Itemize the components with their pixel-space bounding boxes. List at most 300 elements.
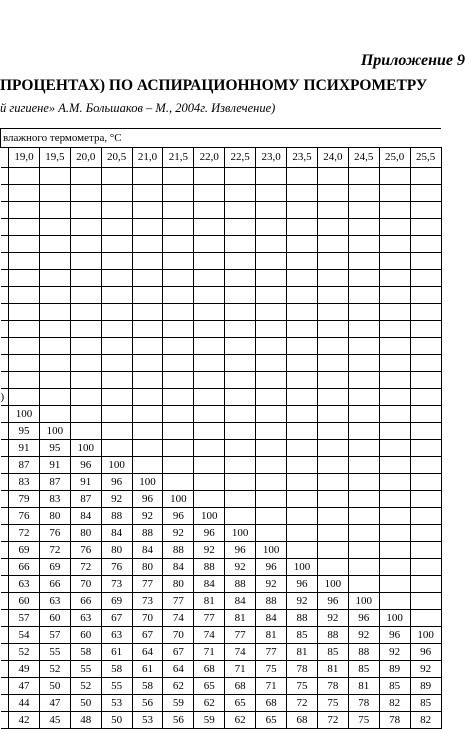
- humidity-cell: [132, 168, 163, 185]
- humidity-cell: 70: [132, 610, 163, 627]
- humidity-cell: [132, 423, 163, 440]
- humidity-cell: [70, 219, 101, 236]
- humidity-cell: 76: [70, 542, 101, 559]
- humidity-cell: [348, 185, 379, 202]
- humidity-cell: [379, 236, 410, 253]
- humidity-cell: [225, 219, 256, 236]
- humidity-cell: [317, 372, 348, 389]
- row-lead-cell: [1, 185, 9, 202]
- humidity-cell: [163, 168, 194, 185]
- humidity-cell: [132, 321, 163, 338]
- humidity-cell: 59: [194, 712, 225, 729]
- humidity-cell: [379, 423, 410, 440]
- humidity-cell: [256, 304, 287, 321]
- humidity-cell: [163, 270, 194, 287]
- humidity-cell: [256, 355, 287, 372]
- humidity-cell: 47: [39, 695, 70, 712]
- humidity-cell: [317, 287, 348, 304]
- table-row: [1, 457, 442, 474]
- humidity-cell: 74: [194, 627, 225, 644]
- humidity-cell: [39, 355, 70, 372]
- row-lead-cell: [1, 508, 9, 525]
- table-row: [1, 236, 442, 253]
- humidity-cell: [70, 236, 101, 253]
- humidity-cell: [70, 168, 101, 185]
- humidity-cell: [39, 372, 70, 389]
- table-row: [1, 423, 442, 440]
- humidity-cell: [9, 202, 40, 219]
- humidity-cell: [101, 355, 132, 372]
- humidity-cell: 55: [101, 678, 132, 695]
- humidity-cell: [379, 338, 410, 355]
- humidity-cell: 61: [101, 644, 132, 661]
- row-lead-cell: [1, 270, 9, 287]
- humidity-cell: [132, 185, 163, 202]
- humidity-cell: [410, 559, 441, 576]
- humidity-cell: 75: [256, 661, 287, 678]
- humidity-cell: [348, 508, 379, 525]
- humidity-cell: [70, 321, 101, 338]
- row-lead-cell: [1, 627, 9, 644]
- humidity-cell: [379, 321, 410, 338]
- humidity-cell: [287, 338, 318, 355]
- humidity-cell: 78: [287, 661, 318, 678]
- humidity-cell: [9, 338, 40, 355]
- row-lead-cell: [1, 712, 9, 729]
- humidity-cell: [317, 440, 348, 457]
- humidity-cell: [379, 185, 410, 202]
- humidity-cell: [348, 304, 379, 321]
- humidity-cell: 85: [379, 678, 410, 695]
- humidity-cell: [379, 168, 410, 185]
- humidity-cell: [348, 576, 379, 593]
- row-lead-cell: [1, 355, 9, 372]
- table-row: [1, 287, 442, 304]
- row-lead-cell: [1, 372, 9, 389]
- humidity-cell: 70: [163, 627, 194, 644]
- humidity-cell: 65: [225, 695, 256, 712]
- humidity-cell: 48: [70, 712, 101, 729]
- table-row: [1, 593, 442, 610]
- humidity-cell: [225, 491, 256, 508]
- humidity-cell: [287, 423, 318, 440]
- humidity-cell: 84: [132, 542, 163, 559]
- table-row: [1, 338, 442, 355]
- humidity-cell: [287, 372, 318, 389]
- humidity-cell: [317, 321, 348, 338]
- humidity-cell: [70, 304, 101, 321]
- humidity-cell: 78: [348, 695, 379, 712]
- humidity-cell: [410, 389, 441, 406]
- humidity-cell: 55: [39, 644, 70, 661]
- table-row: [1, 695, 442, 712]
- row-lead-cell: [1, 678, 9, 695]
- humidity-cell: [348, 389, 379, 406]
- humidity-cell: 60: [39, 610, 70, 627]
- humidity-cell: [410, 440, 441, 457]
- humidity-cell: [132, 440, 163, 457]
- humidity-cell: [163, 440, 194, 457]
- table-row: [1, 185, 442, 202]
- humidity-cell: [379, 491, 410, 508]
- humidity-cell: [379, 457, 410, 474]
- humidity-cell: [379, 406, 410, 423]
- humidity-cell: 80: [101, 542, 132, 559]
- table-row: [1, 525, 442, 542]
- humidity-cell: [317, 355, 348, 372]
- humidity-cell: 96: [132, 491, 163, 508]
- humidity-cell: 60: [9, 593, 40, 610]
- humidity-cell: 81: [317, 661, 348, 678]
- humidity-cell: 59: [163, 695, 194, 712]
- humidity-cell: 66: [70, 593, 101, 610]
- humidity-cell: 69: [9, 542, 40, 559]
- humidity-cell: [379, 474, 410, 491]
- humidity-cell: [194, 202, 225, 219]
- humidity-cell: [132, 304, 163, 321]
- humidity-cell: 100: [39, 423, 70, 440]
- humidity-cell: 100: [9, 406, 40, 423]
- humidity-cell: [225, 389, 256, 406]
- humidity-cell: [317, 423, 348, 440]
- humidity-cell: [287, 202, 318, 219]
- humidity-cell: [348, 525, 379, 542]
- humidity-cell: [9, 287, 40, 304]
- humidity-cell: [287, 270, 318, 287]
- humidity-cell: 58: [70, 644, 101, 661]
- humidity-cell: 80: [70, 525, 101, 542]
- row-lead-cell: [1, 219, 9, 236]
- humidity-cell: 72: [9, 525, 40, 542]
- humidity-cell: 92: [225, 559, 256, 576]
- table-row: [1, 168, 442, 185]
- humidity-cell: [39, 304, 70, 321]
- humidity-cell: 92: [163, 525, 194, 542]
- header-lead-cell: [1, 148, 9, 168]
- column-header: 25,5: [410, 148, 441, 168]
- humidity-cell: [225, 321, 256, 338]
- humidity-cell: [9, 321, 40, 338]
- humidity-cell: 53: [101, 695, 132, 712]
- table-row: [1, 389, 442, 406]
- humidity-cell: [163, 372, 194, 389]
- table-row: [1, 678, 442, 695]
- humidity-cell: [379, 202, 410, 219]
- humidity-cell: 63: [39, 593, 70, 610]
- humidity-cell: [256, 372, 287, 389]
- humidity-cell: [287, 236, 318, 253]
- humidity-cell: [348, 253, 379, 270]
- humidity-cell: 95: [9, 423, 40, 440]
- row-lead-cell: [1, 304, 9, 321]
- humidity-cell: [317, 270, 348, 287]
- row-lead-cell: [1, 491, 9, 508]
- humidity-cell: 96: [379, 627, 410, 644]
- humidity-cell: [256, 525, 287, 542]
- humidity-cell: [132, 355, 163, 372]
- humidity-cell: [256, 168, 287, 185]
- humidity-cell: [163, 355, 194, 372]
- humidity-cell: [287, 508, 318, 525]
- humidity-cell: [348, 457, 379, 474]
- humidity-cell: [163, 338, 194, 355]
- row-lead-cell: [1, 440, 9, 457]
- humidity-cell: [225, 202, 256, 219]
- row-lead-cell: [1, 406, 9, 423]
- humidity-cell: [101, 185, 132, 202]
- humidity-cell: 63: [70, 610, 101, 627]
- humidity-cell: [9, 253, 40, 270]
- humidity-cell: [410, 593, 441, 610]
- table-row: [1, 321, 442, 338]
- humidity-cell: 100: [348, 593, 379, 610]
- humidity-cell: 67: [163, 644, 194, 661]
- humidity-table: [0, 128, 442, 729]
- humidity-cell: [410, 202, 441, 219]
- humidity-cell: [287, 219, 318, 236]
- humidity-cell: [410, 457, 441, 474]
- humidity-cell: [225, 406, 256, 423]
- humidity-cell: [379, 355, 410, 372]
- table-header-row: [1, 148, 442, 168]
- humidity-cell: [410, 270, 441, 287]
- table-row: [1, 559, 442, 576]
- humidity-cell: 92: [101, 491, 132, 508]
- humidity-cell: [39, 406, 70, 423]
- humidity-cell: [39, 185, 70, 202]
- humidity-cell: 96: [256, 559, 287, 576]
- column-header: 24,0: [317, 148, 348, 168]
- humidity-cell: [256, 236, 287, 253]
- humidity-cell: [101, 321, 132, 338]
- humidity-cell: [39, 321, 70, 338]
- humidity-cell: [163, 389, 194, 406]
- humidity-cell: 63: [101, 627, 132, 644]
- humidity-cell: [70, 423, 101, 440]
- humidity-cell: [317, 474, 348, 491]
- column-header: 22,0: [194, 148, 225, 168]
- humidity-cell: [101, 168, 132, 185]
- humidity-cell: 76: [39, 525, 70, 542]
- humidity-cell: 100: [132, 474, 163, 491]
- humidity-cell: [101, 406, 132, 423]
- humidity-cell: [225, 270, 256, 287]
- humidity-cell: [101, 423, 132, 440]
- humidity-cell: [256, 491, 287, 508]
- humidity-cell: [194, 236, 225, 253]
- table-row: [1, 372, 442, 389]
- humidity-cell: [348, 287, 379, 304]
- humidity-cell: [163, 253, 194, 270]
- row-lead-cell: [1, 253, 9, 270]
- humidity-cell: 87: [70, 491, 101, 508]
- humidity-cell: [9, 185, 40, 202]
- table-caption: влажного термометра, °С: [1, 129, 442, 148]
- humidity-cell: [132, 406, 163, 423]
- row-lead-cell: [1, 559, 9, 576]
- humidity-cell: [410, 185, 441, 202]
- humidity-cell: [194, 287, 225, 304]
- humidity-cell: 96: [348, 610, 379, 627]
- humidity-cell: [287, 440, 318, 457]
- humidity-cell: [39, 287, 70, 304]
- source-citation: й гигиене» А.М. Большаков – М., 2004г. Извлечение): [0, 101, 276, 115]
- humidity-cell: 96: [317, 593, 348, 610]
- table-caption-row: [1, 129, 442, 148]
- humidity-cell: [256, 185, 287, 202]
- humidity-cell: [39, 236, 70, 253]
- table-row: [1, 491, 442, 508]
- humidity-cell: 84: [225, 593, 256, 610]
- humidity-cell: [287, 474, 318, 491]
- humidity-cell: [287, 542, 318, 559]
- humidity-cell: [163, 185, 194, 202]
- humidity-cell: [39, 389, 70, 406]
- humidity-cell: [163, 457, 194, 474]
- humidity-cell: [132, 372, 163, 389]
- humidity-cell: [379, 542, 410, 559]
- humidity-cell: 49: [9, 661, 40, 678]
- humidity-cell: [194, 304, 225, 321]
- humidity-cell: [379, 389, 410, 406]
- humidity-cell: [379, 253, 410, 270]
- humidity-cell: [287, 253, 318, 270]
- table-row: [1, 304, 442, 321]
- humidity-cell: 68: [225, 678, 256, 695]
- humidity-cell: 88: [256, 593, 287, 610]
- humidity-cell: 71: [194, 644, 225, 661]
- humidity-cell: 80: [132, 559, 163, 576]
- humidity-cell: [9, 389, 40, 406]
- humidity-cell: [39, 219, 70, 236]
- humidity-cell: [410, 423, 441, 440]
- humidity-cell: 96: [163, 508, 194, 525]
- humidity-cell: 66: [39, 576, 70, 593]
- humidity-cell: 75: [287, 678, 318, 695]
- humidity-cell: [194, 321, 225, 338]
- humidity-cell: 72: [287, 695, 318, 712]
- humidity-cell: [317, 185, 348, 202]
- humidity-cell: [379, 304, 410, 321]
- humidity-cell: [39, 253, 70, 270]
- humidity-cell: [70, 202, 101, 219]
- humidity-cell: 76: [9, 508, 40, 525]
- humidity-cell: [163, 219, 194, 236]
- humidity-cell: [70, 406, 101, 423]
- humidity-cell: [132, 287, 163, 304]
- humidity-cell: [348, 321, 379, 338]
- humidity-cell: [256, 423, 287, 440]
- humidity-cell: 84: [194, 576, 225, 593]
- humidity-cell: 74: [225, 644, 256, 661]
- table-row: [1, 355, 442, 372]
- humidity-cell: [317, 406, 348, 423]
- humidity-cell: 88: [287, 610, 318, 627]
- humidity-cell: [317, 338, 348, 355]
- column-header: 23,5: [287, 148, 318, 168]
- humidity-cell: 88: [225, 576, 256, 593]
- humidity-cell: 100: [225, 525, 256, 542]
- humidity-cell: [225, 457, 256, 474]
- humidity-cell: [194, 440, 225, 457]
- table-row: [1, 610, 442, 627]
- humidity-cell: [379, 559, 410, 576]
- humidity-cell: 68: [194, 661, 225, 678]
- humidity-cell: 68: [256, 695, 287, 712]
- humidity-cell: 66: [9, 559, 40, 576]
- humidity-cell: [410, 304, 441, 321]
- humidity-cell: [101, 389, 132, 406]
- humidity-cell: [225, 338, 256, 355]
- humidity-cell: [410, 525, 441, 542]
- humidity-cell: 65: [256, 712, 287, 729]
- humidity-cell: [39, 168, 70, 185]
- humidity-cell: [348, 168, 379, 185]
- humidity-cell: 96: [225, 542, 256, 559]
- humidity-cell: [256, 287, 287, 304]
- humidity-cell: [410, 338, 441, 355]
- humidity-cell: [379, 440, 410, 457]
- humidity-cell: 62: [194, 695, 225, 712]
- humidity-cell: [287, 355, 318, 372]
- humidity-cell: [317, 236, 348, 253]
- humidity-cell: 79: [9, 491, 40, 508]
- humidity-cell: [101, 253, 132, 270]
- humidity-cell: [101, 338, 132, 355]
- table-row: [1, 576, 442, 593]
- humidity-cell: [410, 576, 441, 593]
- humidity-cell: [9, 355, 40, 372]
- humidity-cell: [379, 287, 410, 304]
- humidity-cell: 96: [287, 576, 318, 593]
- table-row: [1, 253, 442, 270]
- humidity-cell: 92: [287, 593, 318, 610]
- humidity-cell: 92: [317, 610, 348, 627]
- humidity-cell: 72: [39, 542, 70, 559]
- humidity-cell: [9, 168, 40, 185]
- humidity-cell: 60: [70, 627, 101, 644]
- row-lead-cell: [1, 525, 9, 542]
- humidity-cell: [410, 253, 441, 270]
- humidity-cell: [194, 372, 225, 389]
- humidity-cell: 81: [225, 610, 256, 627]
- humidity-cell: 100: [101, 457, 132, 474]
- humidity-cell: [348, 355, 379, 372]
- humidity-cell: 80: [163, 576, 194, 593]
- humidity-cell: [287, 406, 318, 423]
- humidity-cell: 84: [256, 610, 287, 627]
- humidity-cell: [101, 440, 132, 457]
- humidity-cell: 92: [132, 508, 163, 525]
- humidity-cell: [194, 491, 225, 508]
- humidity-cell: [287, 457, 318, 474]
- humidity-cell: 80: [39, 508, 70, 525]
- humidity-cell: [256, 457, 287, 474]
- humidity-cell: 100: [410, 627, 441, 644]
- humidity-cell: [348, 270, 379, 287]
- column-header: 24,5: [348, 148, 379, 168]
- row-lead-cell: [1, 576, 9, 593]
- humidity-cell: [348, 474, 379, 491]
- humidity-cell: [194, 474, 225, 491]
- table-row: [1, 644, 442, 661]
- humidity-cell: 88: [194, 559, 225, 576]
- humidity-cell: 75: [348, 712, 379, 729]
- humidity-cell: [256, 321, 287, 338]
- humidity-cell: 83: [39, 491, 70, 508]
- humidity-cell: 84: [70, 508, 101, 525]
- humidity-cell: [163, 406, 194, 423]
